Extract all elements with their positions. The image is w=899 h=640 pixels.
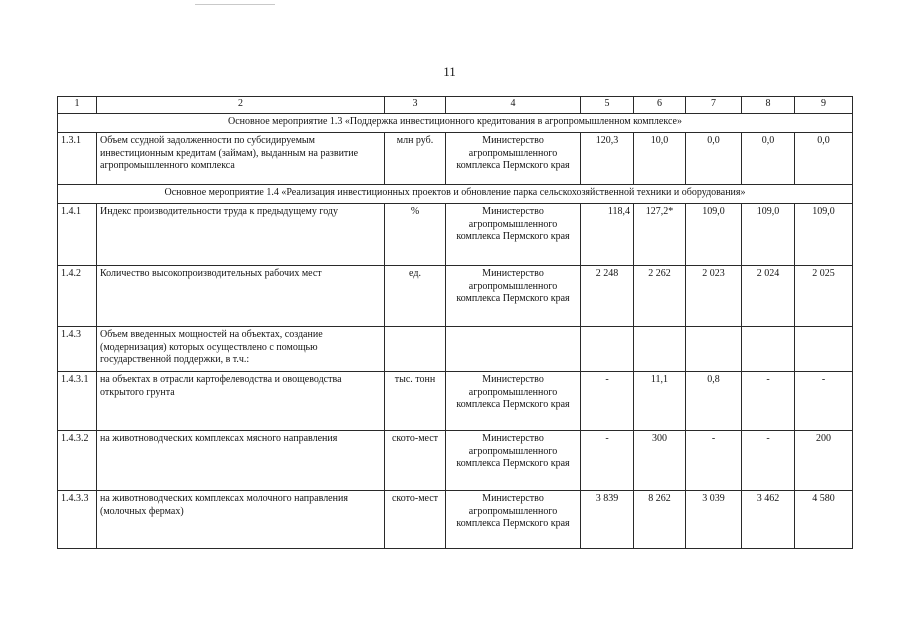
row-number: 1.3.1 [58, 133, 97, 185]
table-row [58, 266, 853, 327]
value-cell: 3 462 [742, 491, 795, 549]
header-cell: 9 [795, 97, 853, 114]
org-cell: Министерство агропромышленного комплекса Пермского края [446, 491, 581, 549]
indicator-name: Объем введенных мощностей на объектах, создание (модернизация) которых осуществлено с помощью государственной поддержки, в т.ч.: [97, 327, 385, 372]
header-cell: 8 [742, 97, 795, 114]
header-cell: 6 [634, 97, 686, 114]
org-cell: Министерство агропромышленного комплекса Пермского края [446, 204, 581, 266]
unit-cell: ското-мест [385, 491, 446, 549]
section-title: Основное мероприятие 1.4 «Реализация инвестиционных проектов и обновление парка сельскохозяйственной техники и оборудования» [58, 185, 853, 204]
value-cell: 300 [634, 431, 686, 491]
org-cell: Министерство агропромышленного комплекса Пермского края [446, 431, 581, 491]
value-cell: 3 839 [581, 491, 634, 549]
value-cell: 127,2* [634, 204, 686, 266]
section-row [58, 185, 853, 204]
table-row [58, 491, 853, 549]
row-number: 1.4.3.3 [58, 491, 97, 549]
table-row [58, 204, 853, 266]
value-cell: 109,0 [795, 204, 853, 266]
unit-cell: % [385, 204, 446, 266]
value-cell: - [742, 431, 795, 491]
value-cell: 8 262 [634, 491, 686, 549]
value-cell [634, 327, 686, 372]
indicator-name: Количество высокопроизводительных рабочих мест [97, 266, 385, 327]
header-cell: 5 [581, 97, 634, 114]
value-cell: 3 039 [686, 491, 742, 549]
value-cell: 200 [795, 431, 853, 491]
row-number: 1.4.1 [58, 204, 97, 266]
value-cell: 10,0 [634, 133, 686, 185]
value-cell: - [742, 372, 795, 431]
row-number: 1.4.2 [58, 266, 97, 327]
indicator-name: на животноводческих комплексах молочного направления (молочных фермах) [97, 491, 385, 549]
org-cell: Министерство агропромышленного комплекса Пермского края [446, 266, 581, 327]
section-row [58, 114, 853, 133]
value-cell: 118,4 [581, 204, 634, 266]
value-cell: - [686, 431, 742, 491]
row-number: 1.4.3.1 [58, 372, 97, 431]
header-cell: 4 [446, 97, 581, 114]
value-cell: - [795, 372, 853, 431]
row-number: 1.4.3 [58, 327, 97, 372]
value-cell: 0,0 [686, 133, 742, 185]
value-cell: 2 248 [581, 266, 634, 327]
value-cell: 109,0 [742, 204, 795, 266]
unit-cell: ед. [385, 266, 446, 327]
value-cell: - [581, 431, 634, 491]
value-cell: 0,0 [795, 133, 853, 185]
indicators-table [57, 96, 853, 549]
scan-line-artifact [195, 4, 275, 5]
value-cell: 2 262 [634, 266, 686, 327]
section-title: Основное мероприятие 1.3 «Поддержка инвестиционного кредитования в агропромышленном комплексе» [58, 114, 853, 133]
unit-cell: тыс. тонн [385, 372, 446, 431]
value-cell: - [581, 372, 634, 431]
org-cell: Министерство агропромышленного комплекса Пермского края [446, 133, 581, 185]
value-cell [795, 327, 853, 372]
value-cell: 2 024 [742, 266, 795, 327]
page-number: 11 [443, 64, 456, 79]
value-cell: 0,8 [686, 372, 742, 431]
table-row [58, 327, 853, 372]
indicator-name: Индекс производительности труда к предыдущему году [97, 204, 385, 266]
header-cell: 2 [97, 97, 385, 114]
indicator-name: Объем ссудной задолженности по субсидируемым инвестиционным кредитам (займам), выданным на развитие агропромышленного комплекса [97, 133, 385, 185]
value-cell: 120,3 [581, 133, 634, 185]
indicator-name: на объектах в отрасли картофелеводства и овощеводства открытого грунта [97, 372, 385, 431]
value-cell [742, 327, 795, 372]
org-cell [446, 327, 581, 372]
unit-cell [385, 327, 446, 372]
unit-cell: ското-мест [385, 431, 446, 491]
header-cell: 3 [385, 97, 446, 114]
value-cell [581, 327, 634, 372]
value-cell: 4 580 [795, 491, 853, 549]
value-cell: 2 023 [686, 266, 742, 327]
value-cell: 0,0 [742, 133, 795, 185]
table-row [58, 133, 853, 185]
header-cell: 1 [58, 97, 97, 114]
value-cell: 109,0 [686, 204, 742, 266]
row-number: 1.4.3.2 [58, 431, 97, 491]
value-cell: 11,1 [634, 372, 686, 431]
header-cell: 7 [686, 97, 742, 114]
org-cell: Министерство агропромышленного комплекса Пермского края [446, 372, 581, 431]
value-cell [686, 327, 742, 372]
unit-cell: млн руб. [385, 133, 446, 185]
indicator-name: на животноводческих комплексах мясного направления [97, 431, 385, 491]
table-row [58, 431, 853, 491]
table-row [58, 372, 853, 431]
value-cell: 2 025 [795, 266, 853, 327]
header-row [58, 97, 853, 114]
